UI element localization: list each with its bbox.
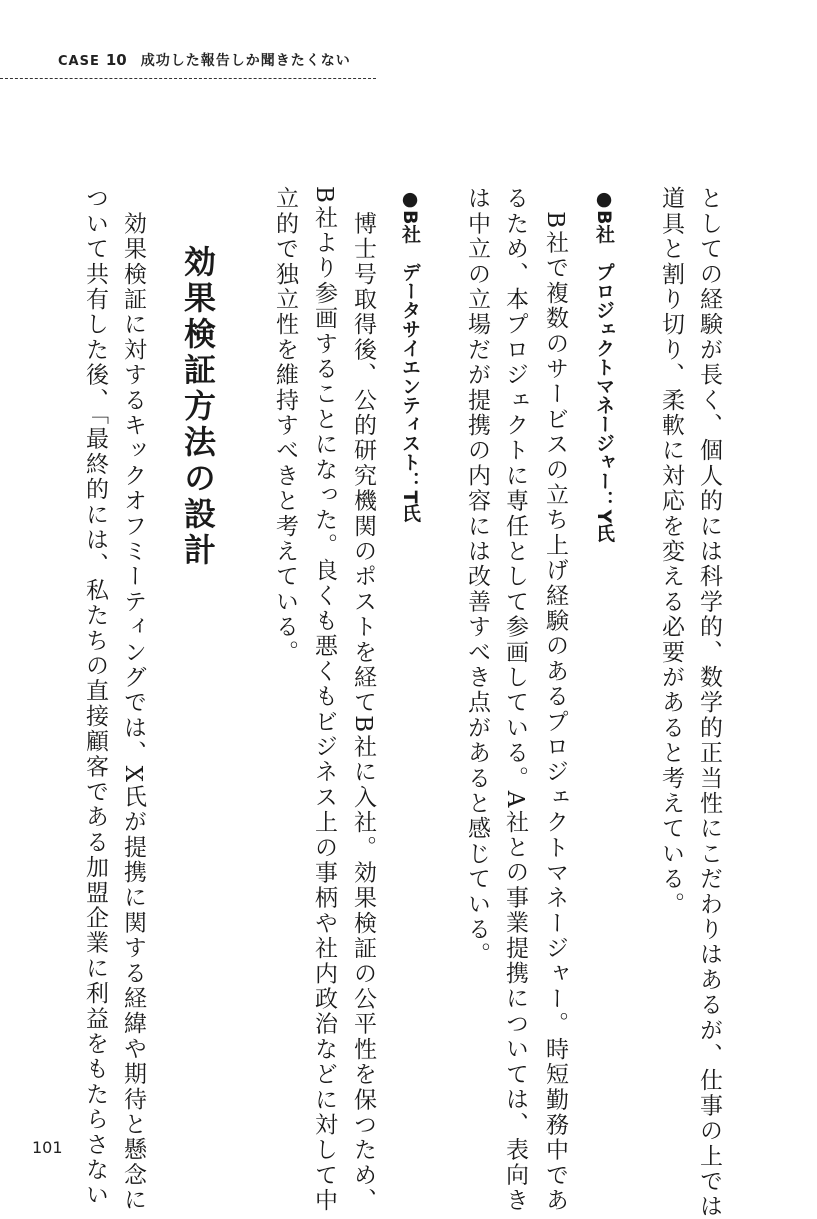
body-column-10: ついて共有した後、「最終的には、私たちの直接顧客である加盟企業に利益をもたらさない <box>82 186 108 1208</box>
profile-heading-y: ●B社 プロジェクトマネージャー：Y氏 <box>593 188 615 543</box>
page-number: 101 <box>32 1138 63 1157</box>
body-column-1: としての経験が長く、個人的には科学的、数学的正当性にこだわりはあるが、仕事の上では <box>696 186 722 1219</box>
header-dashed-rule <box>0 78 376 79</box>
case-title: 成功した報告しか聞きたくない <box>140 53 351 69</box>
case-number: 10 <box>105 51 127 69</box>
body-column-7: B社より参画することになった。良くも悪くもビジネス上の事柄や社内政治などに対して中 <box>311 186 337 1214</box>
case-label: CASE <box>58 54 100 69</box>
body-column-5: は中立の立場だが提携の内容には改善すべき点があると感じている。 <box>464 186 490 968</box>
body-column-8: 立的で独立性を維持すべきと考えている。 <box>272 186 298 665</box>
body-column-3: B社で複数のサービスの立ち上げ経験のあるプロジェクトマネージャー。時短勤務中であ <box>542 186 568 1214</box>
body-column-2: 道具と割り切り、柔軟に対応を変える必要があると考えている。 <box>658 186 684 917</box>
body-column-6: 博士号取得後、公的研究機関のポストを経てB社に入社。効果検証の公平性を保つため、 <box>350 186 376 1214</box>
running-header <box>58 50 351 70</box>
profile-heading-t: ●B社 データサイエンティスト：T氏 <box>399 188 421 523</box>
section-title: 効果検証方法の設計 <box>179 245 217 569</box>
body-column-9: 効果検証に対するキックオフミーティングでは、X氏が提携に関する経緯や期待と懸念に <box>120 186 146 1213</box>
body-column-4: るため、本プロジェクトに専任として参画している。A社との事業提携については、表向き <box>502 186 528 1213</box>
